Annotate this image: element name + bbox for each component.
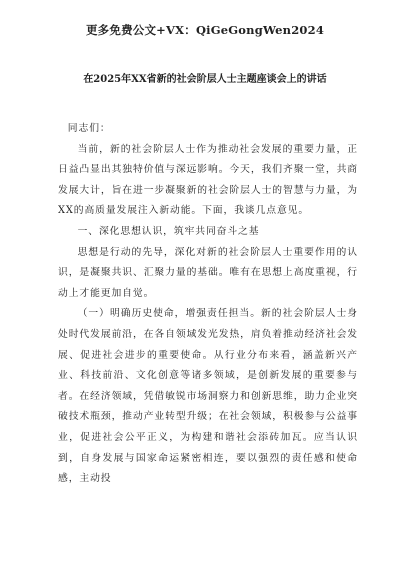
paragraph-section-intro: 思想是行动的先导，深化对新的社会阶层人士重要作用的认识，是凝聚共识、汇聚力量的基础。唯有在思想上高度重视，行动上才能更加自觉。 bbox=[58, 246, 358, 299]
promo-header: 更多免费公文+VX：QiGeGongWen2024 bbox=[85, 23, 325, 37]
salutation: 同志们： bbox=[67, 123, 111, 134]
paragraph-intro: 当前，新的社会阶层人士作为推动社会发展的重要力量，正日益凸显出其独特价值与深远影响。今天，我们齐聚一堂，共商发展大计，旨在进一步凝聚新的社会阶层人士的智慧与力量，为XX的高质量发展注入新动能。下面，我谈几点意见。 bbox=[58, 143, 358, 217]
paragraph-subsection-1: （一）明确历史使命，增强责任担当。新的社会阶层人士身处时代发展前沿，在各自领域发光发热，肩负着推动经济社会发展、促进社会进步的重要使命。从行业分布来看，涵盖新兴产业、科技前沿、文化创意等诸多领域，是创新发展的重要参与者。在经济领域，凭借敏锐市场洞察力和创新思维，助力企业突破技术瓶颈，推动产业转型升级；在社会领域，积极参与公益事业，促进社会公平正义，为构建和谐社会添砖加瓦。应当认识到，自身发展与国家命运紧密相连，要以强烈的责任感和使命感，主动投 bbox=[58, 308, 358, 485]
document-title: 在2025年XX省新的社会阶层人士主题座谈会上的讲话 bbox=[83, 74, 327, 85]
section-heading: 一、深化思想认识，筑牢共同奋斗之基 bbox=[77, 225, 260, 237]
document-body bbox=[58, 119, 358, 490]
